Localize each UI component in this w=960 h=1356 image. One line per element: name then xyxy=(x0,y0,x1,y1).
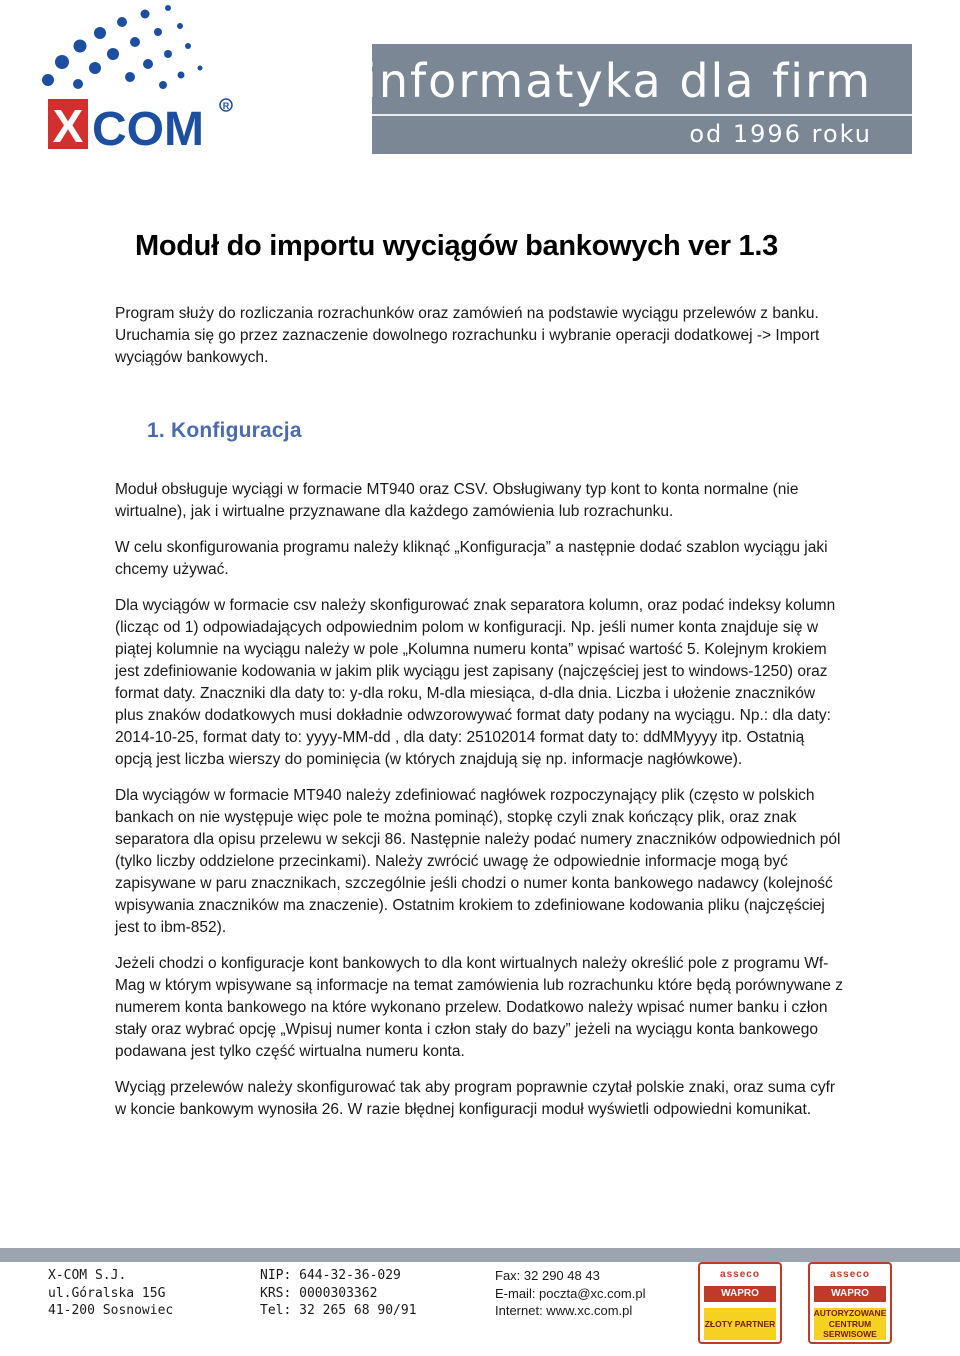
footer-contact xyxy=(495,1267,645,1320)
footer-company xyxy=(48,1267,173,1320)
website-address: Internet: www.xc.com.pl xyxy=(495,1303,633,1318)
paragraph-encoding: Wyciąg przelewów należy skonfigurować tak aby program poprawnie czytał polskie znaki, oraz suma cyfr w koncie bankowym wynosiła 26. W razie błędnej konfiguracji moduł wyświetli odpowiedni komunikat. xyxy=(115,1079,836,1118)
letterhead xyxy=(0,0,960,170)
fax-number: Fax: 32 290 48 43 xyxy=(495,1268,600,1283)
footer-divider xyxy=(0,1248,960,1262)
company-street: ul.Góralska 15G xyxy=(48,1285,166,1301)
paragraph-configuration: W celu skonfigurowania programu należy kliknąć „Konfiguracja” a następnie dodać szablon wyciągu jaki chcemy używać. xyxy=(115,539,828,578)
paragraph-csv: Dla wyciągów w formacie csv należy skonfigurować znak separatora kolumn, oraz podać indeksy kolumn (licząc od 1) odpowiadających odpowiednim polom w konfiguracji. Np. jeśli numer konta znajduje się w piątej kolumnie na wyciągu należy w pole „Kolumna numeru konta” wpisać wartość 5. Kolejnym krokiem jest zdefiniowanie kodowania w jakim plik wyciągu jest zapisany (najczęściej jest to windows-1250) oraz format daty. Znaczniki dla daty to: y-dla roku, M-dla miesiąca, d-dla dnia. Liczba i ułożenie znaczników plus znaków dodatkowych musi dokładnie odwzorowywać format daty podany na wyciągu. Np.: dla daty: 2014-10-25, format daty to: yyyy-MM-dd , dla daty: 25102014 format daty to: ddMMyyyy itp. Ostatnią opcją jest liczba wierszy do pominięcia (w których znajdują się np. informacje nagłówkowe). xyxy=(115,597,836,768)
partner-badge-service xyxy=(808,1262,892,1344)
svg-text:R: R xyxy=(222,101,230,111)
partner-brand: asseco xyxy=(830,1269,870,1280)
slogan-text: informatyka dla firm xyxy=(364,54,872,108)
paragraph-mt940: Dla wyciągów w formacie MT940 należy zdefiniować nagłówek rozpoczynający plik (często w polskich bankach on nie występuje więc pole te można pominąć), stopkę czyli znak kończący plik, oraz znak separatora dla opisu przelewu w sekcji 86. Następnie należy podać numery znaczników odpowiednich pól (tylko liczby oddzielone przecinkami). Należy zwrócić uwagę że odpowiednie informacje mogą być zapisywane w paru znacznikach, szczególnie jeśli chodzi o numer konta bankowego nadawcy (kolejność wpisywania znaczników ma znaczenie). Ostatnim krokiem to zdefiniowane kodowania pliku (najczęściej jest to ibm-852). xyxy=(115,787,841,936)
slogan-divider xyxy=(372,114,912,116)
company-city: 41-200 Sosnowiec xyxy=(48,1303,174,1318)
nip-number: NIP: 644-32-36-029 xyxy=(260,1268,401,1283)
section-heading: 1. Konfiguracja xyxy=(147,419,302,442)
company-name: X-COM S.J. xyxy=(48,1268,127,1283)
phone-number: Tel: 32 265 68 90/91 xyxy=(260,1303,417,1318)
partner-label: ZŁOTY PARTNER xyxy=(704,1308,776,1340)
svg-text:X: X xyxy=(52,100,84,152)
paragraph-accounts: Jeżeli chodzi o konfiguracje kont bankowych to dla kont wirtualnych należy określić pole z programu Wf-Mag w którym wpisywane są informacje na temat zamówienia lub rozrachunku które będą porównywane z numerem konta bankowego na które wykonano przelew. Dodatkowo należy wpisać numer banku i człon stały oraz wybrać opcję „Wpisuj numer konta i człon stały do bazy” jeżeli na wyciągu konta bankowego podawana jest tylko część wirtualna numeru konta. xyxy=(115,955,843,1060)
paragraph-formats: Moduł obsługuje wyciągi w formacie MT940 oraz CSV. Obsługiwany typ kont to konta normalne (nie wirtualne), jak i wirtualne przyznawane dla każdego zamówienia lub rozrachunku. xyxy=(115,481,799,520)
partner-product: WAPRO xyxy=(704,1286,776,1302)
slogan-banner xyxy=(364,44,912,154)
svg-text:COM: COM xyxy=(92,103,204,155)
xcom-logo xyxy=(48,95,238,155)
intro-paragraph: Program służy do rozliczania rozrachunków oraz zamówień na podstawie wyciągu przelewów z banku. Uruchamia się go przez zaznaczenie dowolnego rozrachunku i wybranie operacji dodatkowej -> Import wyciągów bankowych. xyxy=(115,305,820,366)
partner-brand: asseco xyxy=(720,1269,760,1280)
document-title: Moduł do importu wyciągów bankowych ver 1.3 xyxy=(135,230,778,262)
partner-label: AUTORYZOWANE CENTRUM SERWISOWE xyxy=(813,1308,887,1340)
email-address: E-mail: poczta@xc.com.pl xyxy=(495,1285,646,1301)
footer-ids xyxy=(260,1267,417,1320)
since-text: od 1996 roku xyxy=(689,120,872,148)
partner-product: WAPRO xyxy=(814,1286,886,1302)
partner-badge-gold xyxy=(698,1262,782,1344)
krs-number: KRS: 0000303362 xyxy=(260,1285,378,1301)
document-body xyxy=(115,230,845,1121)
